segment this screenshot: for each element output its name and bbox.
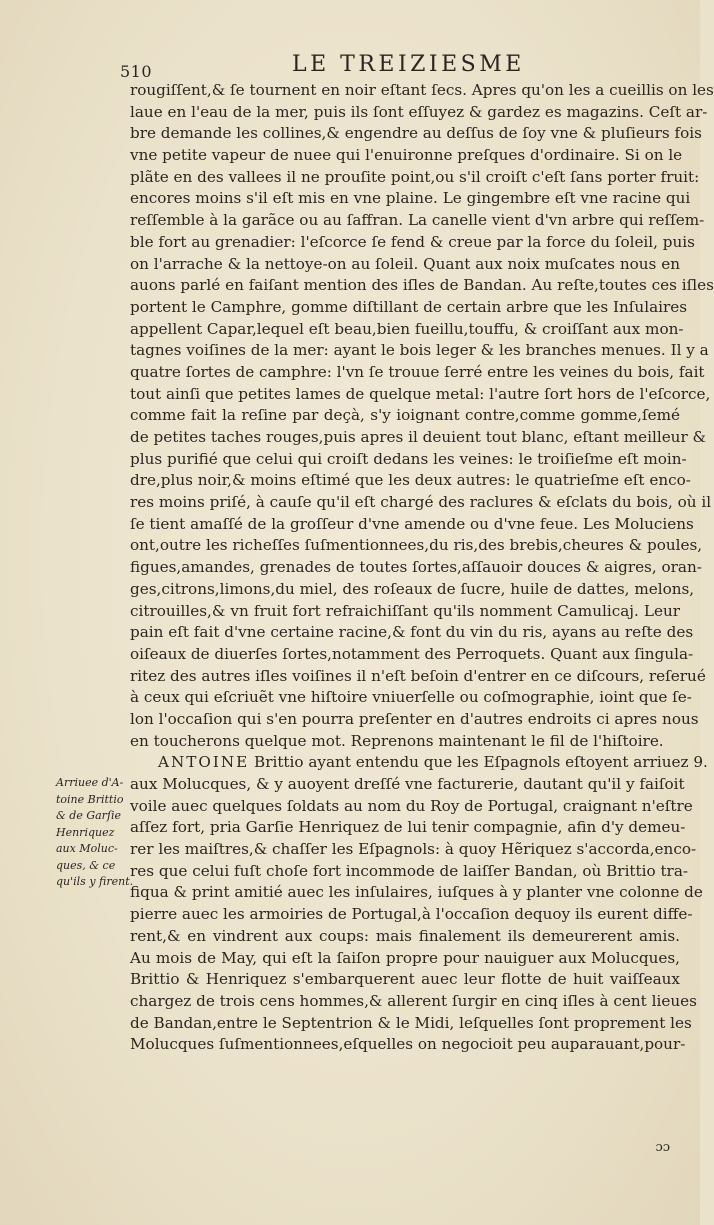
- text-line: fiqua & print amitié auec les inſulaires, iuſques à y planter vne colonne de: [130, 883, 703, 902]
- text-line: aſſez fort, pria Garſie Henriquez de lui tenir compagnie, afin d'y demeu-: [130, 818, 686, 837]
- marginal-note-line: Arriuee d'A-: [56, 776, 124, 789]
- text-line: ges,citrons,limons,du miel, des roſeaux de ſucre, huile de dattes, melons,: [130, 579, 695, 598]
- text-line: Molucques ſuſmentionnees,eſquelles on negocioit peu auparauant,pour-: [130, 1035, 686, 1054]
- text-line: pain eſt fait d'vne certaine racine,& font du vin du ris, ayans au reſte des: [130, 623, 694, 642]
- marginal-note-line: & de Garſie: [56, 809, 122, 822]
- text-line: comme fait la reſine par deçà, s'y ioignant contre,comme gomme,ſemé: [130, 406, 680, 425]
- first-line-text: Brittio ayant entendu que les Eſpagnols eſtoyent arriuez: [254, 753, 689, 772]
- text-line: plus purifié que celui qui croiſt dedans les veines: le troiſieſme eſt moin-: [130, 449, 687, 468]
- text-line: de petites taches rouges,puis apres il deuient tout blanc, eſtant meilleur &: [130, 428, 707, 446]
- text-line: on l'arrache & la nettoye-on au ſoleil. Quant aux noix muſcates nous en: [130, 254, 680, 273]
- text-line: citrouilles,& vn fruit fort refraichiſſant qu'ils nomment Camulicaj. Leur: [130, 601, 680, 620]
- text-line: ble fort au grenadier: l'eſcorce ſe fend & creue par la force du ſoleil, puis: [130, 232, 695, 251]
- text-line: figues,amandes, grenades de toutes ſortes,aſſauoir douces & aigres, oran-: [130, 558, 702, 577]
- text-line: quatre ſortes de camphre: l'vn ſe trouue ſerré entre les veines du bois, fait: [130, 362, 705, 381]
- text-line: dre,plus noir,& moins eſtimé que les deux autres: le quatrieſme eſt enco-: [130, 471, 691, 490]
- text-line: tagnes voiſines de la mer: ayant le bois leger & les branches menues. Il y a: [130, 341, 709, 360]
- text-line: à ceux qui eſcriuẽt vne hiſtoire vniuerſelle ou coſmographie, ioint que ſe-: [130, 688, 692, 707]
- text-line: oiſeaux de diuerſes ſortes,notamment des Perroquets. Quant aux ſingula-: [130, 644, 694, 663]
- text-line: voile auec quelques ſoldats au nom du Roy de Portugal, craignant n'eſtre: [130, 796, 693, 815]
- text-line: rer les maiſtres,& chaſſer les Eſpagnols: à quoy Hẽriquez s'accorda,enco-: [130, 840, 697, 859]
- text-line: reſſemble à la garãce ou au ſaffran. La canelle vient d'vn arbre qui reſſem-: [130, 211, 705, 230]
- marginal-note-line: qu'ils y firent.: [56, 875, 134, 888]
- text-line: ſe tient amaſſé de la groſſeur d'vne amende ou d'vne feue. Les Moluciens: [130, 514, 694, 533]
- text-line: bre demande les collines,& engendre au deſſus de ſoy vne & pluſieurs fois: [130, 124, 702, 143]
- text-line: rent,& en vindrent aux coups: mais finalement ils demeurerent amis.: [130, 926, 680, 945]
- text-line: appellent Capar,lequel eſt beau,bien fueillu,touffu, & croiſſant aux mon-: [130, 319, 684, 338]
- text-line: res moins priſé, à cauſe qu'il eſt chargé des raclures & eſclats du bois, où il: [130, 493, 712, 512]
- catchword: ɔɔ: [655, 1140, 670, 1155]
- marginal-note-line: Henriquez: [56, 825, 115, 839]
- text-line: en toucherons quelque mot. Reprenons maintenant le fil de l'hiſtoire.: [130, 731, 664, 750]
- text-line: tout ainſi que petites lames de quelque metal: l'autre ſort hors de l'eſcorce,: [130, 384, 711, 403]
- text-line: chargez de trois cens hommes,& allerent ſurgir en cinq iſles à cent lieues: [130, 991, 697, 1010]
- marginal-number: 9.: [693, 753, 708, 772]
- text-line: aux Molucques, & y auoyent dreſſé vne facturerie, dautant qu'il y faiſoit: [130, 775, 685, 793]
- text-line: lon l'occaſion qui s'en pourra preſenter en d'autres endroits ci apres nous: [130, 709, 699, 728]
- text-line: de Bandan,entre le Septentrion & le Midi, leſquelles ſont proprement les: [130, 1013, 692, 1032]
- marginal-note-line: toine Brittio: [56, 792, 124, 806]
- capitalized-name: ANTOINE: [158, 753, 250, 772]
- page-number: 510: [120, 62, 153, 81]
- text-line: encores moins s'il eſt mis en vne plaine. Le gingembre eſt vne racine qui: [130, 189, 691, 208]
- paragraph-first-line: [130, 752, 708, 774]
- text-line: ritez des autres iſles voiſines il n'eſt beſoin d'entrer en ce diſcours, reſerué: [130, 666, 706, 685]
- text-line: pierre auec les armoiries de Portugal,à l'occaſion dequoy ils eurent diffe-: [130, 905, 693, 924]
- marginal-note-line: ques, & ce: [56, 858, 116, 872]
- text-line: Au mois de May, qui eſt la ſaiſon propre pour nauiguer aux Molucques,: [130, 948, 680, 967]
- text-line: ont,outre les richeſſes ſuſmentionnees,du ris,des brebis,cheures & poules,: [130, 536, 703, 555]
- text-line: res que celui fuſt choſe fort incommode de laiſſer Bandan, où Brittio tra-: [130, 861, 689, 880]
- text-line: vne petite vapeur de nuee qui l'enuironne preſques d'ordinaire. Si on le: [130, 146, 683, 165]
- text-line: auons parlé en faiſant mention des iſles de Bandan. Au reſte,toutes ces iſles: [130, 276, 714, 295]
- text-line: portent le Camphre, gomme diſtillant de certain arbre que les Inſulaires: [130, 297, 688, 316]
- main-text-block: [130, 80, 714, 1056]
- text-line: Brittio & Henriquez s'embarquerent auec leur flotte de huit vaiſſeaux: [130, 970, 680, 989]
- text-line: plãte en des vallees il ne prouſite point,ou s'il croiſt c'eſt ſans porter fruit:: [130, 167, 700, 186]
- marginal-note: [56, 775, 134, 891]
- running-head: LE TREIZIESME: [292, 52, 525, 77]
- text-line: laue en l'eau de la mer, puis ils ſont eſſuyez & gardez es magazins. Ceſt ar-: [130, 102, 708, 121]
- text-line: rougiſſent,& ſe tournent en noir eſtant ſecs. Apres qu'on les a cueillis on les: [130, 81, 714, 99]
- marginal-note-line: aux Moluc-: [56, 842, 118, 855]
